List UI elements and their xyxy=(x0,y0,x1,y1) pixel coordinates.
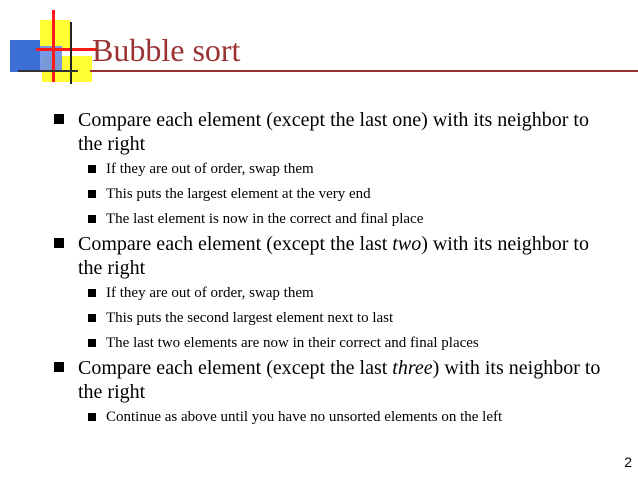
logo-blue-square xyxy=(10,40,40,72)
square-bullet-icon xyxy=(54,238,64,248)
square-bullet-icon xyxy=(88,413,96,421)
sub-bullet-text: This puts the second largest element next to last xyxy=(106,310,394,326)
logo-black-vertical-line xyxy=(70,22,72,84)
sub-bullet-item xyxy=(0,157,638,182)
sub-bullet-item xyxy=(0,207,638,232)
sub-bullet-item xyxy=(0,405,638,430)
bullet-item xyxy=(0,108,638,156)
bullet-text-post: one) with its neighbor to the right xyxy=(78,109,589,155)
logo-black-horizontal-line xyxy=(18,70,78,72)
sub-bullet-text: If they are out of order, swap them xyxy=(106,285,314,301)
bullet-text-emphasis: two xyxy=(392,233,422,255)
square-bullet-icon xyxy=(88,314,96,322)
square-bullet-icon xyxy=(88,339,96,347)
logo-red-horizontal-line xyxy=(36,48,96,51)
sub-bullet-item xyxy=(0,331,638,356)
slide-title: Bubble sort xyxy=(92,32,241,68)
bullet-group xyxy=(0,356,638,430)
sub-bullet-text: The last two elements are now in their correct and final places xyxy=(106,335,479,351)
bullet-text-pre: Compare each element (except the last xyxy=(78,233,393,255)
title-underline xyxy=(90,70,638,72)
sub-bullet-text: The last element is now in the correct and final place xyxy=(106,211,424,227)
sub-bullet-text: If they are out of order, swap them xyxy=(106,161,314,177)
page-number: 2 xyxy=(624,454,632,470)
bullet-group xyxy=(0,232,638,356)
bullet-item xyxy=(0,356,638,404)
square-bullet-icon xyxy=(88,289,96,297)
square-bullet-icon xyxy=(88,190,96,198)
sub-bullet-item xyxy=(0,281,638,306)
bullet-text-pre: Compare each element (except the last xyxy=(78,357,393,379)
sub-bullet-text: Continue as above until you have no unsorted elements on the left xyxy=(106,409,503,425)
bullet-text-emphasis: three xyxy=(392,357,433,379)
square-bullet-icon xyxy=(54,362,64,372)
square-bullet-icon xyxy=(54,114,64,124)
sub-bullet-item xyxy=(0,182,638,207)
bullet-group xyxy=(0,108,638,232)
bullet-text-post: ) with its neighbor to the right xyxy=(78,357,601,403)
sub-bullet-item xyxy=(0,306,638,331)
mondrian-logo-icon xyxy=(0,0,100,90)
square-bullet-icon xyxy=(88,165,96,173)
bullet-item xyxy=(0,232,638,280)
square-bullet-icon xyxy=(88,215,96,223)
sub-bullet-text: This puts the largest element at the very end xyxy=(106,186,371,202)
logo-yellow-square-top xyxy=(40,20,70,48)
bullet-text-post: ) with its neighbor to the right xyxy=(78,233,589,279)
bullet-list xyxy=(0,108,638,430)
bullet-text-pre: Compare each element (except the last xyxy=(78,109,393,131)
